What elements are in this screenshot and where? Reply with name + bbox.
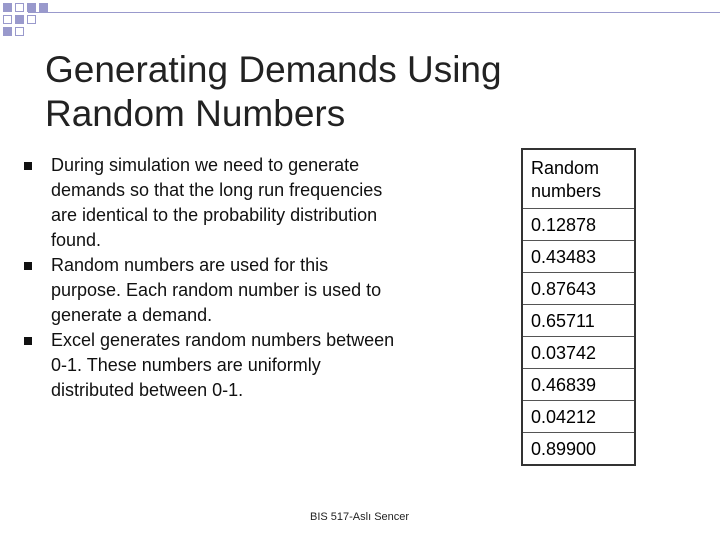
decor-square <box>27 15 36 24</box>
decor-square <box>39 3 48 12</box>
header-rule <box>28 12 720 13</box>
table-cell: 0.65711 <box>523 305 634 337</box>
square-bullet-icon <box>24 337 32 345</box>
square-bullet-icon <box>24 162 32 170</box>
bullet-list <box>22 153 402 403</box>
bullet-text: Excel generates random numbers between 0-1. These numbers are uniformly distributed between 0-1. <box>51 330 395 400</box>
slide-title: Generating Demands Using Random Numbers <box>45 49 502 134</box>
table-cell: 0.03742 <box>523 337 634 369</box>
bullet-item <box>22 328 402 403</box>
decor-square <box>3 27 12 36</box>
table-cell: 0.43483 <box>523 241 634 273</box>
table-cell: 0.12878 <box>523 209 634 241</box>
bullet-item <box>22 153 402 253</box>
table-cell: 0.04212 <box>523 401 634 433</box>
decor-square <box>27 3 36 12</box>
bullet-item <box>22 253 402 328</box>
random-numbers-table <box>521 148 636 466</box>
table-cell: 0.46839 <box>523 369 634 401</box>
square-bullet-icon <box>24 262 32 270</box>
decor-square <box>3 15 12 24</box>
slide-footer: BIS 517-Aslı Sencer <box>310 511 410 523</box>
bullet-text: Random numbers are used for this purpose. Each random number is used to generate a demand. <box>51 255 382 325</box>
decor-square <box>15 3 24 12</box>
table-header: Random numbers <box>523 150 634 209</box>
decor-square <box>15 15 24 24</box>
decor-square <box>15 27 24 36</box>
bullet-text: During simulation we need to generate demands so that the long run frequencies are identical to the probability distribution found. <box>51 155 383 250</box>
table-cell: 0.87643 <box>523 273 634 305</box>
table-cell: 0.89900 <box>531 439 597 459</box>
decor-square <box>3 3 12 12</box>
